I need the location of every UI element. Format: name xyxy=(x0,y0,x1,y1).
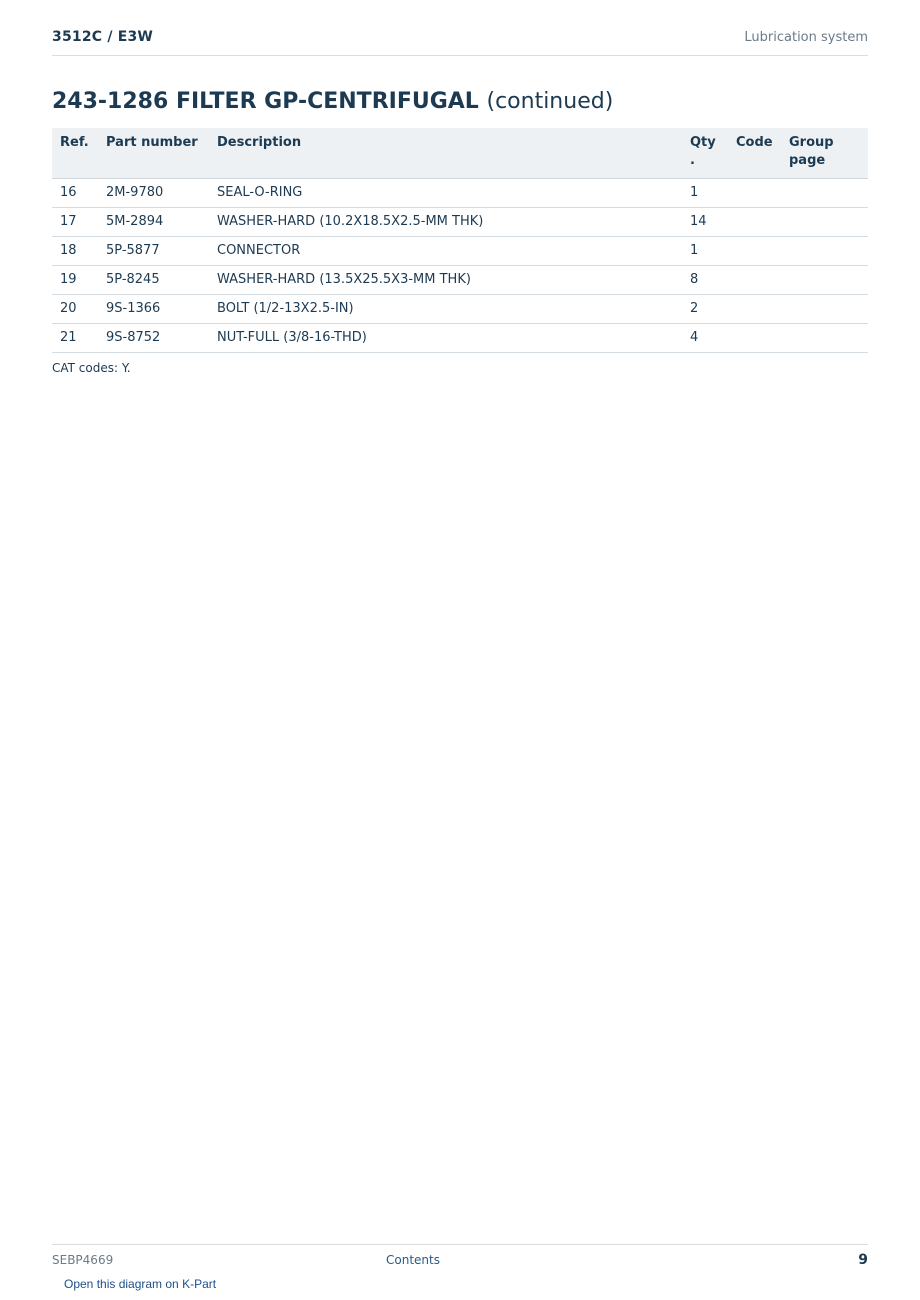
col-qty-line2: . xyxy=(690,153,695,168)
model-label: 3512C / E3W xyxy=(52,29,154,45)
page-title xyxy=(52,89,613,114)
page-number: 9 xyxy=(858,1252,868,1268)
cell-qty: 2 xyxy=(682,295,728,324)
table-row xyxy=(52,266,868,295)
cell-group-page xyxy=(781,237,868,266)
cell-description: NUT-FULL (3/8-16-THD) xyxy=(209,324,682,353)
cell-qty: 1 xyxy=(682,237,728,266)
cell-group-page xyxy=(781,179,868,208)
cell-group-page xyxy=(781,295,868,324)
table-row xyxy=(52,295,868,324)
col-ref: Ref. xyxy=(52,128,98,179)
cell-ref: 18 xyxy=(52,237,98,266)
cell-qty: 14 xyxy=(682,208,728,237)
footer-divider xyxy=(52,1244,868,1245)
cell-description: SEAL-O-RING xyxy=(209,179,682,208)
cell-group-page xyxy=(781,266,868,295)
cell-group-page xyxy=(781,324,868,353)
table-row xyxy=(52,237,868,266)
table-row xyxy=(52,324,868,353)
col-code: Code xyxy=(728,128,781,179)
cell-ref: 19 xyxy=(52,266,98,295)
title-main: 243-1286 FILTER GP-CENTRIFUGAL xyxy=(52,89,479,114)
cell-part-number: 2M-9780 xyxy=(98,179,209,208)
cell-qty: 4 xyxy=(682,324,728,353)
cell-part-number: 5M-2894 xyxy=(98,208,209,237)
cell-description: CONNECTOR xyxy=(209,237,682,266)
section-label: Lubrication system xyxy=(744,30,868,45)
document-id: SEBP4669 xyxy=(52,1253,114,1267)
col-description: Description xyxy=(209,128,682,179)
cell-description: WASHER-HARD (10.2X18.5X2.5-MM THK) xyxy=(209,208,682,237)
cell-description: BOLT (1/2-13X2.5-IN) xyxy=(209,295,682,324)
open-kpart-link[interactable]: Open this diagram on K-Part xyxy=(64,1277,217,1291)
col-part-number: Part number xyxy=(98,128,209,179)
page-header xyxy=(52,29,868,56)
cell-qty: 1 xyxy=(682,179,728,208)
cell-code xyxy=(728,266,781,295)
cat-codes-note: CAT codes: Y. xyxy=(52,361,131,375)
cell-code xyxy=(728,237,781,266)
table-header-row xyxy=(52,128,868,179)
col-group-page-line2: page xyxy=(789,153,826,168)
cell-part-number: 9S-1366 xyxy=(98,295,209,324)
cell-code xyxy=(728,324,781,353)
cell-code xyxy=(728,295,781,324)
cell-qty: 8 xyxy=(682,266,728,295)
cell-part-number: 5P-8245 xyxy=(98,266,209,295)
col-qty-line1: Qty xyxy=(690,135,716,150)
cell-group-page xyxy=(781,208,868,237)
cell-ref: 21 xyxy=(52,324,98,353)
cell-code xyxy=(728,208,781,237)
cell-part-number: 9S-8752 xyxy=(98,324,209,353)
table-row xyxy=(52,208,868,237)
cell-code xyxy=(728,179,781,208)
table-row xyxy=(52,179,868,208)
parts-table xyxy=(52,128,868,353)
cell-part-number: 5P-5877 xyxy=(98,237,209,266)
col-group-page-line1: Group xyxy=(789,135,834,150)
cell-ref: 17 xyxy=(52,208,98,237)
contents-link[interactable]: Contents xyxy=(386,1253,440,1267)
title-suffix: (continued) xyxy=(486,89,614,114)
col-qty xyxy=(682,128,728,179)
cell-description: WASHER-HARD (13.5X25.5X3-MM THK) xyxy=(209,266,682,295)
cell-ref: 16 xyxy=(52,179,98,208)
col-group-page xyxy=(781,128,868,179)
cell-ref: 20 xyxy=(52,295,98,324)
